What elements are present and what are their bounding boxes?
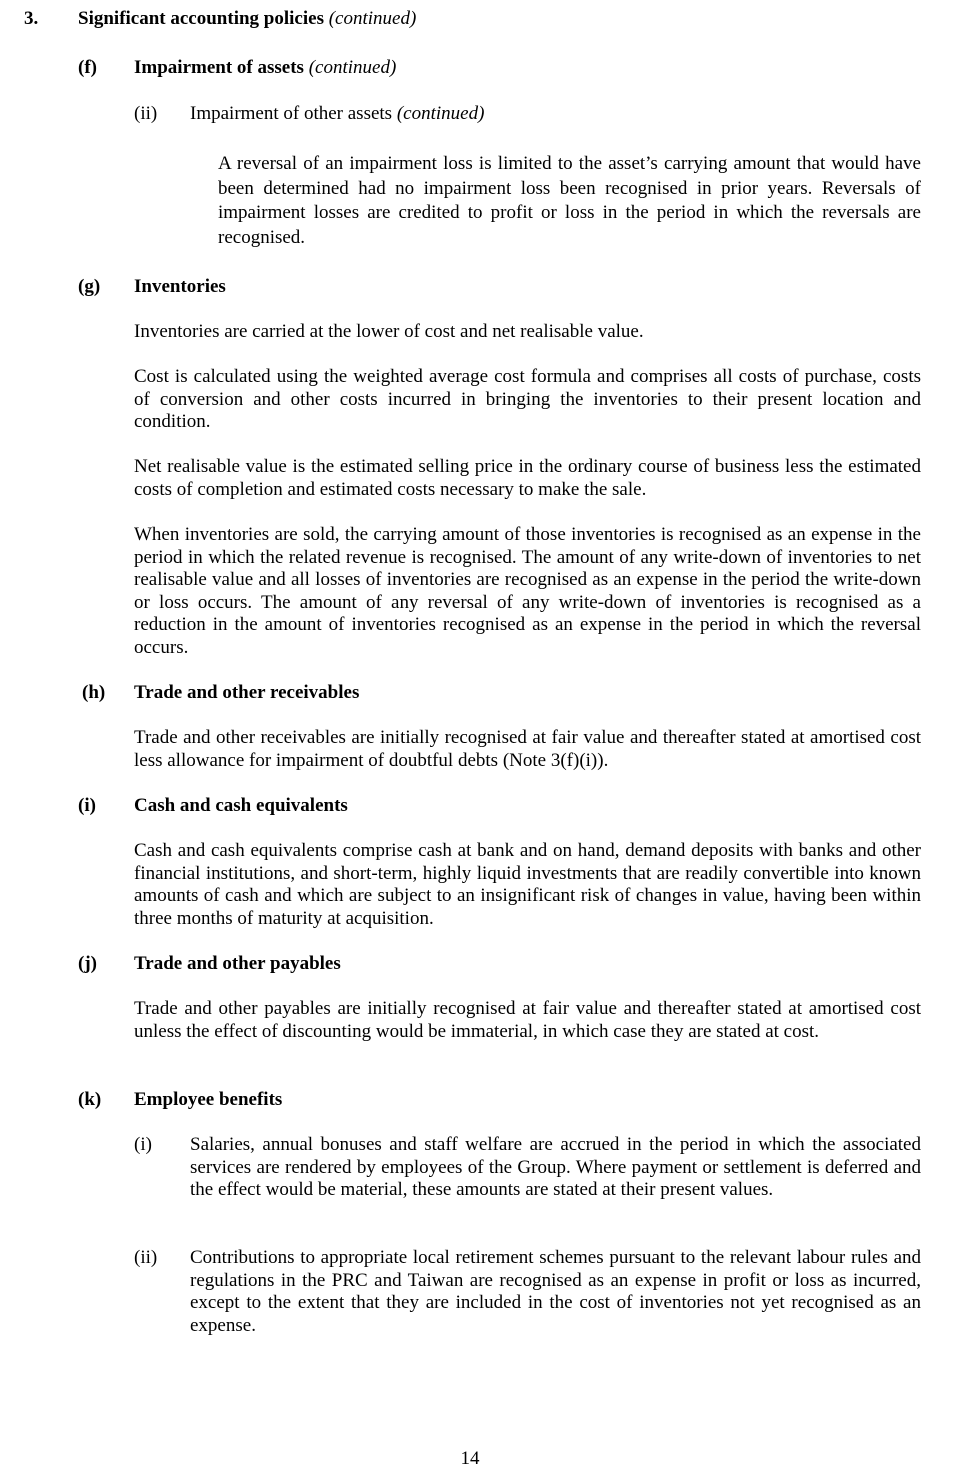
i-label: (i) (78, 795, 96, 816)
k-item-1-text: Salaries, annual bonuses and staff welfare are accrued in the period in which the associated services are rendered by employees of the Group. Where payment or settlement is deferred and the effect would be material, these amounts are stated at their present values. (190, 1134, 921, 1200)
h-paragraph-1: Trade and other receivables are initially recognised at fair value and thereafter stated at amortised cost less allowance for impairment of doubtful debts (Note 3(f)(i)). (134, 727, 921, 771)
g-paragraph-2: Cost is calculated using the weighted average cost formula and comprises all costs of purchase, costs of conversion and other costs incurred in bringing the inventories to their present location and condition. (134, 366, 921, 432)
section-heading (78, 8, 416, 31)
f-sub-heading (190, 103, 484, 126)
j-title: Trade and other payables (134, 953, 341, 974)
k-item-2-text: Contributions to appropriate local retirement schemes pursuant to the relevant labour rules and regulations in the PRC and Taiwan are recognised as an expense in profit or loss as incurred, except to the extent that they are included in the cost of inventories not yet recognised as an expense. (190, 1247, 921, 1336)
k-item-2-label: (ii) (134, 1247, 158, 1268)
f-continued: (continued) (308, 57, 397, 78)
g-label: (g) (78, 276, 101, 297)
k-label: (k) (78, 1089, 102, 1110)
page-number: 14 (460, 1448, 480, 1469)
g-paragraph-3: Net realisable value is the estimated selling price in the ordinary course of business less the estimated costs of completion and estimated costs necessary to make the sale. (134, 456, 921, 500)
i-title: Cash and cash equivalents (134, 795, 348, 816)
h-label: (h) (82, 682, 106, 703)
section-title: Significant accounting policies (78, 8, 324, 29)
k-item-1-label: (i) (134, 1134, 152, 1155)
f-title: Impairment of assets (134, 57, 304, 78)
i-paragraph-1: Cash and cash equivalents comprise cash at bank and on hand, demand deposits with banks and other financial institutions, and short-term, highly liquid investments that are readily convertible into known amounts of cash and which are subject to an insignificant risk of changes in value, having been within three months of maturity at acquisition. (134, 840, 921, 929)
f-sub-title: Impairment of other assets (190, 103, 393, 124)
j-paragraph-1: Trade and other payables are initially recognised at fair value and thereafter stated at amortised cost unless the effect of discounting would be immaterial, in which case they are stated at cost. (134, 998, 921, 1042)
k-title: Employee benefits (134, 1089, 283, 1110)
f-paragraph: A reversal of an impairment loss is limited to the asset’s carrying amount that would have been determined had no impairment loss been recognised in prior years. Reversals of impairment losses are credited to profit or loss in the period in which the reversals are recognised. (218, 153, 921, 249)
section-continued: (continued) (328, 8, 417, 29)
g-paragraph-1: Inventories are carried at the lower of cost and net realisable value. (134, 321, 644, 342)
h-title: Trade and other receivables (134, 682, 360, 703)
f-label: (f) (78, 57, 97, 78)
j-label: (j) (78, 953, 97, 974)
section-number: 3. (24, 8, 39, 29)
g-title: Inventories (134, 276, 226, 297)
f-heading (134, 57, 396, 80)
f-sub-continued: (continued) (396, 103, 485, 124)
f-sub-label: (ii) (134, 103, 158, 124)
g-paragraph-4: When inventories are sold, the carrying amount of those inventories is recognised as an expense in the period in which the related revenue is recognised. The amount of any write-down of inventories to net realisable value and all losses of inventories are recognised as an expense in the period the write-down or loss occurs. The amount of any reversal of any write-down of inventories is recognised as a reduction in the amount of inventories recognised as an expense in the period in which the reversal occurs. (134, 524, 921, 658)
